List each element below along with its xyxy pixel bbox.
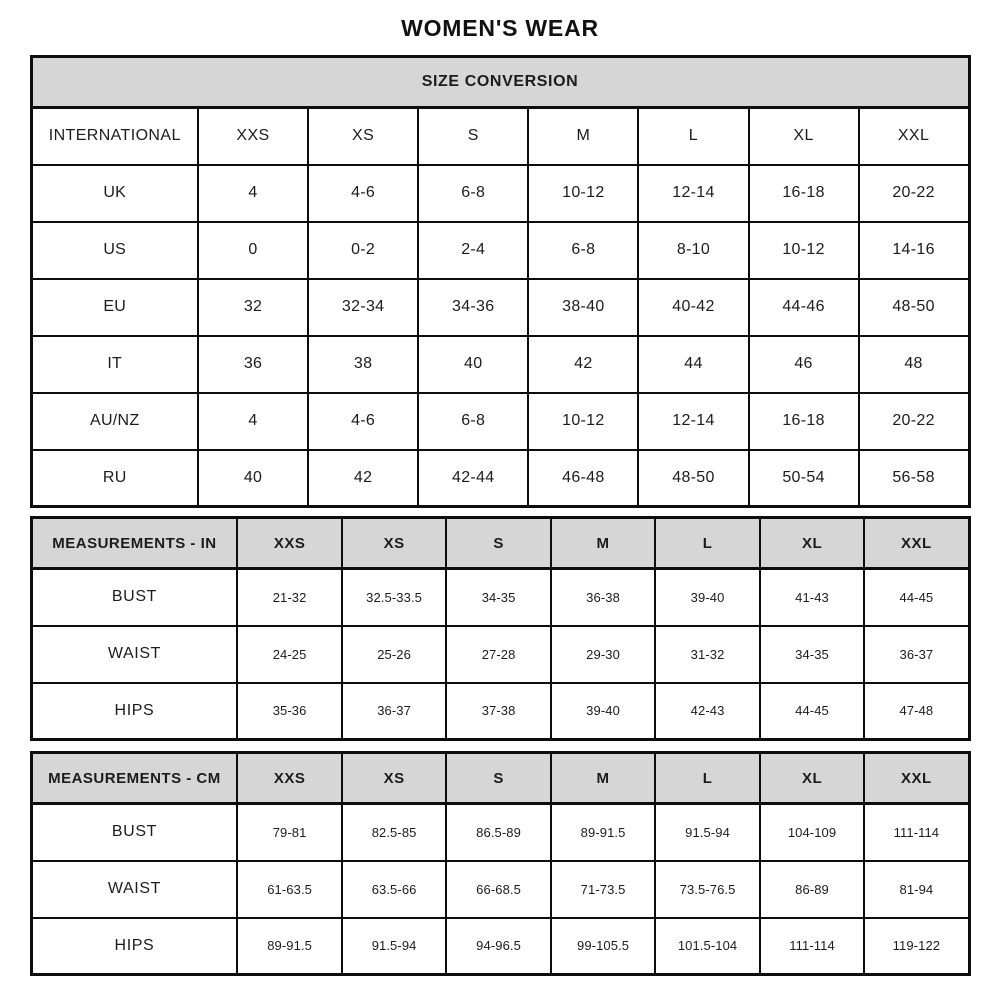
value-cell: 40 xyxy=(198,450,308,507)
value-cell: 91.5-94 xyxy=(655,804,759,861)
table-row xyxy=(31,626,969,683)
value-cell: 50-54 xyxy=(749,450,859,507)
value-cell: 56-58 xyxy=(859,450,969,507)
value-cell: 42 xyxy=(308,450,418,507)
size-column-header: XXL xyxy=(864,518,969,569)
value-cell: 36 xyxy=(198,336,308,393)
value-cell: 20-22 xyxy=(859,165,969,222)
row-label: IT xyxy=(31,336,198,393)
value-cell: 82.5-85 xyxy=(342,804,446,861)
size-chart-page xyxy=(30,0,971,976)
value-cell: 4 xyxy=(198,393,308,450)
value-cell: 94-96.5 xyxy=(446,918,550,975)
size-column-header: L xyxy=(638,108,748,165)
value-cell: 4-6 xyxy=(308,393,418,450)
size-column-header: S xyxy=(446,753,550,804)
row-label: UK xyxy=(31,165,198,222)
size-column-header: S xyxy=(418,108,528,165)
value-cell: 25-26 xyxy=(342,626,446,683)
table-row xyxy=(31,918,969,975)
table-row xyxy=(31,222,969,279)
measurements-in-body xyxy=(31,518,969,740)
value-cell: 34-35 xyxy=(760,626,864,683)
row-header-label: INTERNATIONAL xyxy=(31,108,198,165)
row-label: EU xyxy=(31,279,198,336)
value-cell: 32.5-33.5 xyxy=(342,569,446,626)
row-label: BUST xyxy=(31,804,237,861)
size-column-header: XL xyxy=(760,518,864,569)
value-cell: 44-45 xyxy=(760,683,864,740)
table-row xyxy=(31,861,969,918)
value-cell: 4 xyxy=(198,165,308,222)
row-label: HIPS xyxy=(31,683,237,740)
size-column-header: XXS xyxy=(198,108,308,165)
value-cell: 10-12 xyxy=(528,165,638,222)
value-cell: 39-40 xyxy=(551,683,655,740)
table-title-row xyxy=(31,57,969,108)
row-label: RU xyxy=(31,450,198,507)
value-cell: 35-36 xyxy=(237,683,341,740)
value-cell: 0-2 xyxy=(308,222,418,279)
table-row xyxy=(31,569,969,626)
value-cell: 63.5-66 xyxy=(342,861,446,918)
size-column-header: XXL xyxy=(864,753,969,804)
size-column-header: M xyxy=(551,518,655,569)
row-header-label: MEASUREMENTS - IN xyxy=(31,518,237,569)
value-cell: 42-44 xyxy=(418,450,528,507)
value-cell: 101.5-104 xyxy=(655,918,759,975)
value-cell: 6-8 xyxy=(528,222,638,279)
value-cell: 21-32 xyxy=(237,569,341,626)
value-cell: 111-114 xyxy=(864,804,969,861)
value-cell: 86.5-89 xyxy=(446,804,550,861)
value-cell: 32-34 xyxy=(308,279,418,336)
row-label: WAIST xyxy=(31,626,237,683)
value-cell: 14-16 xyxy=(859,222,969,279)
value-cell: 10-12 xyxy=(528,393,638,450)
value-cell: 40 xyxy=(418,336,528,393)
value-cell: 46 xyxy=(749,336,859,393)
value-cell: 71-73.5 xyxy=(551,861,655,918)
value-cell: 39-40 xyxy=(655,569,759,626)
measurements-in-table xyxy=(30,516,971,741)
value-cell: 36-37 xyxy=(864,626,969,683)
size-conversion-title: SIZE CONVERSION xyxy=(31,57,969,108)
table-row xyxy=(31,165,969,222)
value-cell: 44-46 xyxy=(749,279,859,336)
header-row xyxy=(31,753,969,804)
value-cell: 29-30 xyxy=(551,626,655,683)
value-cell: 42-43 xyxy=(655,683,759,740)
value-cell: 48-50 xyxy=(638,450,748,507)
value-cell: 34-35 xyxy=(446,569,550,626)
size-column-header: M xyxy=(528,108,638,165)
header-row xyxy=(31,518,969,569)
row-label: US xyxy=(31,222,198,279)
value-cell: 8-10 xyxy=(638,222,748,279)
table-row xyxy=(31,804,969,861)
value-cell: 31-32 xyxy=(655,626,759,683)
value-cell: 99-105.5 xyxy=(551,918,655,975)
value-cell: 79-81 xyxy=(237,804,341,861)
value-cell: 40-42 xyxy=(638,279,748,336)
size-column-header: XL xyxy=(749,108,859,165)
size-column-header: XL xyxy=(760,753,864,804)
value-cell: 73.5-76.5 xyxy=(655,861,759,918)
row-label: HIPS xyxy=(31,918,237,975)
row-header-label: MEASUREMENTS - CM xyxy=(31,753,237,804)
value-cell: 27-28 xyxy=(446,626,550,683)
value-cell: 10-12 xyxy=(749,222,859,279)
size-column-header: XXS xyxy=(237,753,341,804)
value-cell: 38 xyxy=(308,336,418,393)
row-label: WAIST xyxy=(31,861,237,918)
value-cell: 119-122 xyxy=(864,918,969,975)
value-cell: 20-22 xyxy=(859,393,969,450)
table-row xyxy=(31,336,969,393)
size-column-header: XS xyxy=(342,518,446,569)
value-cell: 81-94 xyxy=(864,861,969,918)
row-label: AU/NZ xyxy=(31,393,198,450)
size-column-header: M xyxy=(551,753,655,804)
value-cell: 0 xyxy=(198,222,308,279)
size-column-header: S xyxy=(446,518,550,569)
value-cell: 24-25 xyxy=(237,626,341,683)
value-cell: 44 xyxy=(638,336,748,393)
size-column-header: XS xyxy=(342,753,446,804)
value-cell: 89-91.5 xyxy=(237,918,341,975)
value-cell: 41-43 xyxy=(760,569,864,626)
value-cell: 32 xyxy=(198,279,308,336)
value-cell: 42 xyxy=(528,336,638,393)
size-column-header: XS xyxy=(308,108,418,165)
table-row xyxy=(31,393,969,450)
value-cell: 46-48 xyxy=(528,450,638,507)
value-cell: 61-63.5 xyxy=(237,861,341,918)
value-cell: 37-38 xyxy=(446,683,550,740)
table-gap xyxy=(30,508,971,516)
size-column-header: XXS xyxy=(237,518,341,569)
value-cell: 48 xyxy=(859,336,969,393)
size-column-header: XXL xyxy=(859,108,969,165)
row-label: BUST xyxy=(31,569,237,626)
value-cell: 2-4 xyxy=(418,222,528,279)
value-cell: 47-48 xyxy=(864,683,969,740)
value-cell: 66-68.5 xyxy=(446,861,550,918)
value-cell: 6-8 xyxy=(418,165,528,222)
header-row xyxy=(31,108,969,165)
value-cell: 16-18 xyxy=(749,165,859,222)
value-cell: 38-40 xyxy=(528,279,638,336)
size-conversion-body xyxy=(31,108,969,507)
size-conversion-table xyxy=(30,55,971,508)
measurements-cm-table xyxy=(30,751,971,976)
value-cell: 111-114 xyxy=(760,918,864,975)
value-cell: 6-8 xyxy=(418,393,528,450)
value-cell: 91.5-94 xyxy=(342,918,446,975)
value-cell: 34-36 xyxy=(418,279,528,336)
size-column-header: L xyxy=(655,518,759,569)
table-row xyxy=(31,450,969,507)
table-row xyxy=(31,683,969,740)
value-cell: 86-89 xyxy=(760,861,864,918)
value-cell: 12-14 xyxy=(638,165,748,222)
table-row xyxy=(31,279,969,336)
value-cell: 44-45 xyxy=(864,569,969,626)
value-cell: 104-109 xyxy=(760,804,864,861)
page-title: WOMEN'S WEAR xyxy=(401,15,599,41)
value-cell: 4-6 xyxy=(308,165,418,222)
value-cell: 48-50 xyxy=(859,279,969,336)
value-cell: 16-18 xyxy=(749,393,859,450)
value-cell: 36-37 xyxy=(342,683,446,740)
table-gap xyxy=(30,741,971,751)
value-cell: 89-91.5 xyxy=(551,804,655,861)
size-column-header: L xyxy=(655,753,759,804)
measurements-cm-body xyxy=(31,753,969,975)
value-cell: 12-14 xyxy=(638,393,748,450)
value-cell: 36-38 xyxy=(551,569,655,626)
